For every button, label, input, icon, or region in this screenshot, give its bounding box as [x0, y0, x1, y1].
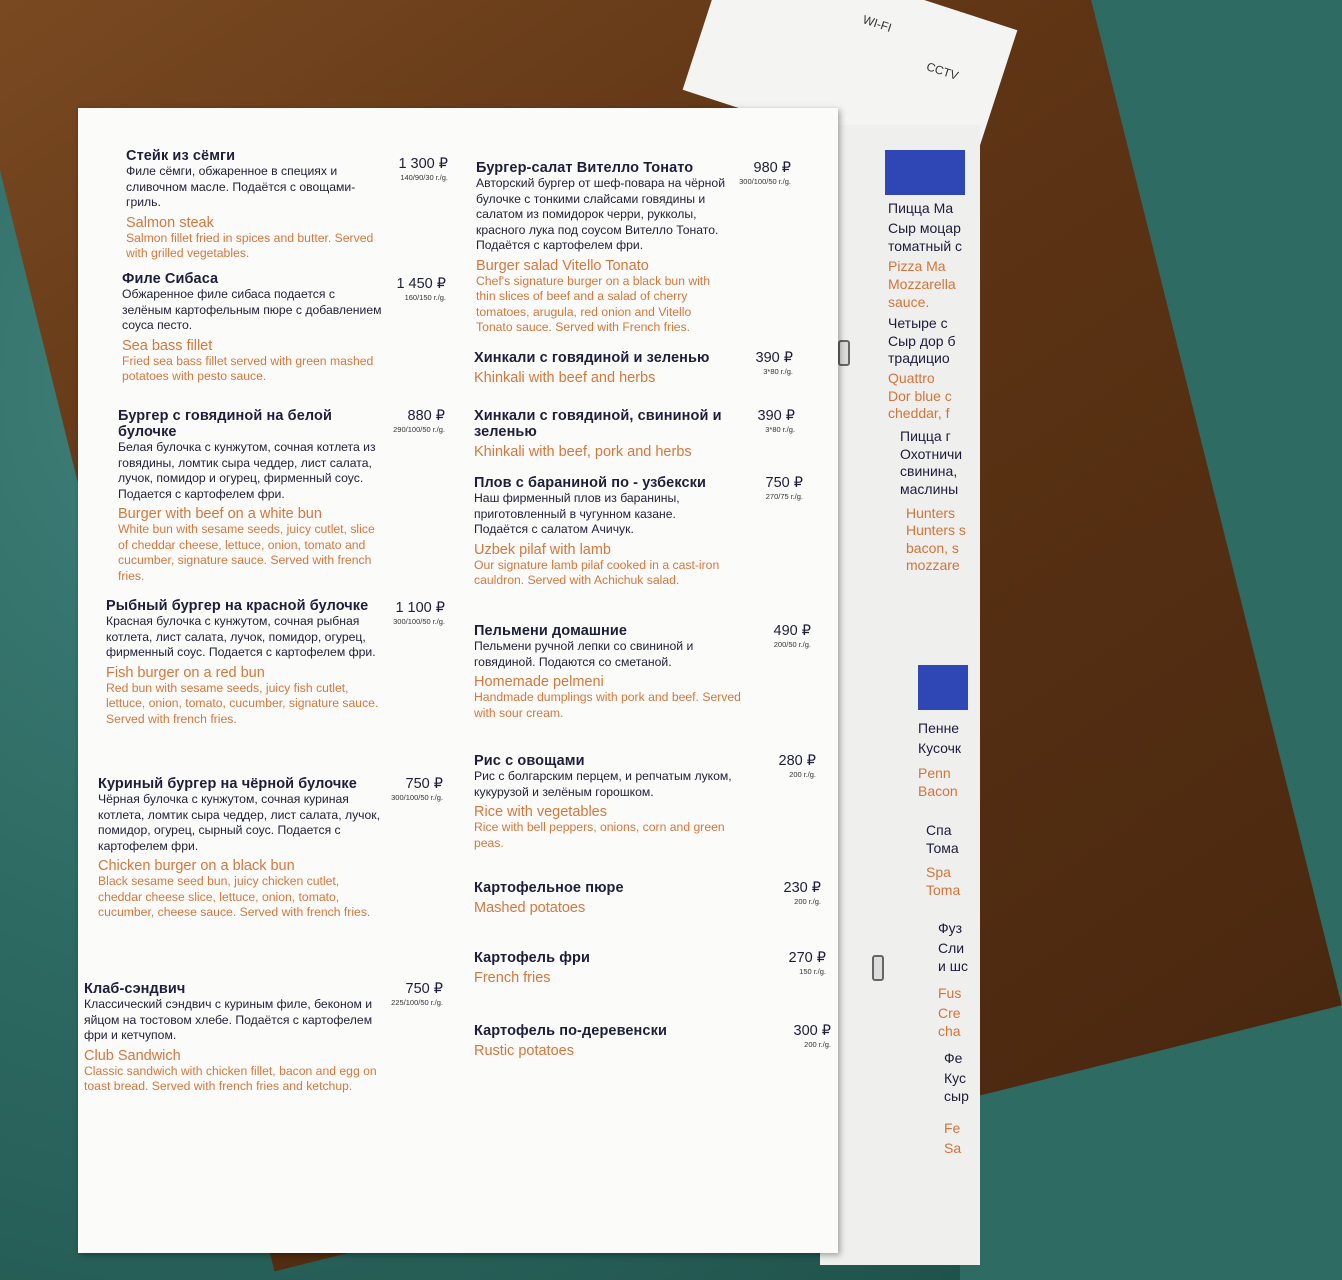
right-page-text: Спа	[926, 822, 952, 838]
right-page-text: mozzare	[906, 557, 960, 573]
right-page-text: Cre	[938, 1005, 961, 1021]
right-page-text: свинина,	[900, 463, 958, 479]
right-page-text: sauce.	[888, 294, 930, 310]
menu-item	[474, 623, 744, 721]
right-page-text: Фе	[944, 1050, 963, 1066]
item-name-en: Sea bass fillet	[122, 337, 213, 354]
item-price: 490 ₽	[773, 623, 811, 639]
menu-item	[118, 408, 388, 584]
right-page-text: Кус	[944, 1070, 966, 1086]
item-name-en: Rustic potatoes	[474, 1043, 574, 1059]
item-price: 300 ₽	[793, 1023, 831, 1039]
right-page-text: cha	[938, 1023, 961, 1039]
right-page-text: Кусочк	[918, 740, 962, 756]
right-page-header-block	[885, 150, 965, 195]
item-name-en: Rice with vegetables	[474, 804, 607, 820]
item-name-en: Homemade pelmeni	[474, 674, 604, 690]
cctv-label: CCTV	[924, 59, 961, 83]
right-page-text: Четыре с	[888, 315, 948, 331]
item-name-ru: Картофель фри	[474, 950, 590, 966]
item-price: 230 ₽	[783, 880, 821, 896]
right-page-text: Penn	[918, 765, 951, 781]
right-page-text: маслины	[900, 481, 959, 497]
item-weight: 200 г./g.	[794, 897, 821, 906]
item-desc-en: Black sesame seed bun, juicy chicken cutlet, cheddar cheese slice, lettuce, onion, tomato, cucumber, cheese sauce. Served with french fries.	[98, 874, 371, 919]
item-name-en: Salmon steak	[126, 214, 214, 231]
right-page-text: Охотничи	[900, 446, 963, 462]
menu-item	[474, 1023, 754, 1059]
item-desc-ru: Классический сэндвич с куриным филе, беконом и яйцом на тостовом хлебе. Подаётся с картофелем фри и кетчупом.	[84, 997, 373, 1042]
menu-item	[474, 350, 724, 386]
item-price: 280 ₽	[778, 753, 816, 769]
item-desc-en: Chef's signature burger on a black bun with thin slices of beef and a salad of cherry tomatoes, arugula, red onion and Vitello Tonato sauce. Served with French fries.	[476, 273, 711, 334]
item-name-en: Burger salad Vitello Tonato	[476, 257, 649, 274]
right-page-text: Pizza Ma	[888, 258, 946, 274]
item-desc-ru: Обжаренное филе сибаса подается с зелёным картофельным пюре с добавлением соуса песто.	[122, 287, 382, 332]
item-price: 750 ₽	[765, 475, 803, 491]
menu-page	[78, 108, 838, 1253]
item-desc-ru: Филе сёмги, обжаренное в специях и сливочном масле. Подаётся с овощами-гриль.	[126, 164, 356, 209]
right-page-text: Quattro	[888, 370, 935, 386]
right-page-text: Hunters	[906, 505, 956, 521]
right-page-text: Пицца Ма	[888, 200, 954, 216]
right-page-text: Fus	[938, 985, 962, 1001]
item-desc-en: Rice with bell peppers, onions, corn and green peas.	[474, 820, 725, 850]
item-desc-en: Handmade dumplings with pork and beef. Served with sour cream.	[474, 690, 741, 720]
right-page-text: Пенне	[918, 720, 960, 736]
item-name-en: Chicken burger on a black bun	[98, 858, 295, 874]
item-weight: 3*80 г./g.	[765, 425, 795, 434]
right-page-text: традицио	[888, 350, 950, 366]
menu-item	[122, 271, 387, 385]
right-page-text: Фуз	[938, 920, 963, 936]
item-name-ru: Хинкали с говядиной и зеленью	[474, 350, 710, 366]
right-page-text: Hunters s	[906, 522, 966, 538]
right-page-text: bacon, s	[906, 540, 959, 556]
item-price: 390 ₽	[757, 408, 795, 424]
item-name-ru: Картофельное пюре	[474, 880, 624, 896]
right-page-text: Toma	[926, 882, 961, 898]
right-page-text: Dor blue c	[888, 388, 952, 404]
right-page-text: Spa	[926, 864, 951, 880]
item-name-ru: Куриный бургер на чёрной булочке	[98, 776, 357, 792]
menu-item	[474, 880, 754, 916]
item-name-ru: Картофель по-деревенски	[474, 1023, 667, 1039]
item-price: 1 100 ₽	[395, 600, 445, 616]
item-weight: 290/100/50 г./g.	[393, 425, 445, 434]
right-page-text: cheddar, f	[888, 405, 950, 421]
item-name-en: Khinkali with beef and herbs	[474, 370, 656, 386]
item-desc-ru: Чёрная булочка с кунжутом, сочная куриная котлета, ломтик сыра чеддер, лист салата, лучок, помидор, огурец, сырный соус. Подается с картофелем фри.	[98, 792, 381, 853]
menu-item	[98, 776, 383, 921]
right-page-text: Sa	[944, 1140, 962, 1156]
item-price: 750 ₽	[405, 981, 443, 997]
right-page-text: и шс	[938, 958, 968, 974]
item-desc-ru: Пельмени ручной лепки со свининой и говядиной. Подаются со сметаной.	[474, 639, 694, 669]
right-page-text: Сли	[938, 940, 965, 956]
item-desc-en: Red bun with sesame seeds, juicy fish cutlet, lettuce, onion, tomato, cucumber, signature sauce. Served with french fries.	[106, 680, 379, 726]
item-desc-en: Salmon fillet fried in spices and butter. Served with grilled vegetables.	[126, 230, 374, 260]
right-page-text: Пицца г	[900, 428, 951, 444]
item-weight: 270/75 г./g.	[765, 492, 803, 501]
right-page-text: сыр	[944, 1088, 969, 1104]
item-name-ru: Плов с бараниной по - узбекски	[474, 475, 707, 491]
menu-item	[474, 475, 729, 589]
item-name-en: Burger with beef on a white bun	[118, 506, 322, 522]
item-price: 390 ₽	[755, 350, 793, 366]
item-desc-en: Classic sandwich with chicken fillet, bacon and egg on toast bread. Served with french fries and ketchup.	[84, 1063, 377, 1093]
item-weight: 150 г./g.	[799, 967, 826, 976]
menu-item	[474, 950, 754, 986]
menu-item	[474, 753, 754, 851]
item-desc-ru: Рис с болгарским перцем, и репчатым луком, кукурузой и зелёным горошком.	[474, 769, 732, 799]
right-page-text: Fe	[944, 1120, 961, 1136]
item-name-en: Khinkali with beef, pork and herbs	[474, 444, 692, 460]
item-weight: 200/50 г./g.	[773, 640, 811, 649]
item-weight: 300/100/50 г./g.	[393, 617, 445, 626]
right-page-text: Сыр дор б	[888, 333, 956, 349]
right-page-text: томатный с	[888, 238, 963, 254]
item-name-en: French fries	[474, 970, 551, 986]
wifi-label: WI-FI	[861, 12, 894, 35]
item-desc-en: White bun with sesame seeds, juicy cutlet, slice of cheddar cheese, lettuce, onion, tomato and cucumber, signature sauce. Served with french fries.	[118, 522, 375, 583]
item-name-ru: Стейк из сёмги	[126, 148, 236, 164]
right-page-text: Сыр моцар	[888, 220, 961, 236]
item-weight: 300/100/50 г./g.	[391, 793, 443, 802]
item-weight: 200 г./g.	[789, 770, 816, 779]
menu-item	[476, 160, 726, 336]
item-name-ru: Клаб-сэндвич	[84, 981, 186, 997]
item-desc-ru: Авторский бургер от шеф-повара на чёрной булочке с тонкими слайсами говядины и салатом из помидорок черри, рукколы, красного лука под соусом Вителло Тонато. Подаётся с картофелем фри.	[476, 176, 726, 252]
menu-item	[106, 598, 381, 727]
item-price: 1 450 ₽	[396, 276, 446, 292]
menu-item	[126, 148, 386, 262]
item-weight: 3*80 г./g.	[763, 367, 793, 376]
item-name-en: Club Sandwich	[84, 1047, 181, 1064]
item-name-en: Fish burger on a red bun	[106, 664, 265, 681]
item-name-en: Uzbek pilaf with lamb	[474, 541, 611, 558]
item-price: 270 ₽	[788, 950, 826, 966]
item-name-ru: Рис с овощами	[474, 753, 585, 769]
item-price: 1 300 ₽	[398, 156, 448, 172]
binder-ring	[838, 340, 850, 366]
item-name-en: Mashed potatoes	[474, 900, 586, 916]
item-desc-en: Fried sea bass fillet served with green mashed potatoes with pesto sauce.	[122, 353, 374, 383]
item-weight: 140/90/30 г./g.	[400, 173, 448, 182]
menu-item	[474, 408, 724, 460]
item-price: 880 ₽	[407, 408, 445, 424]
item-weight: 200 г./g.	[804, 1040, 831, 1049]
item-name-ru: Бургер-салат Вителло Тонато	[476, 160, 694, 176]
item-desc-ru: Белая булочка с кунжутом, сочная котлета из говядины, ломтик сыра чеддер, лист салата, лучок, помидор и огурец, фирменный соус. Подается с картофелем фри.	[118, 440, 376, 501]
item-desc-ru: Красная булочка с кунжутом, сочная рыбная котлета, лист салата, лучок, помидор, огурец, фирменный соус. Подается с картофелем фри.	[106, 614, 376, 659]
right-page-text: Тома	[926, 840, 959, 856]
item-weight: 300/100/50 г./g.	[739, 177, 791, 186]
item-name-ru: Хинкали с говядиной, свининой и зеленью	[474, 408, 722, 440]
item-desc-ru: Наш фирменный плов из баранины, приготовленный в чугунном казане. Подаётся с салатом Ачичук.	[474, 491, 680, 536]
item-name-ru: Бургер с говядиной на белой булочке	[118, 408, 332, 440]
right-page-text: Bacon	[918, 783, 958, 799]
binder-ring	[872, 955, 884, 981]
item-price: 980 ₽	[753, 160, 791, 176]
item-weight: 160/150 г./g.	[404, 293, 446, 302]
item-name-ru: Пельмени домашние	[474, 623, 628, 639]
item-weight: 225/100/50 г./g.	[391, 998, 443, 1007]
right-page-text: Mozzarella	[888, 276, 956, 292]
item-desc-en: Our signature lamb pilaf cooked in a cast-iron cauldron. Served with Achichuk salad.	[474, 557, 720, 587]
item-name-ru: Рыбный бургер на красной булочке	[106, 598, 369, 614]
right-page-header-block-2	[918, 665, 968, 710]
item-price: 750 ₽	[405, 776, 443, 792]
item-name-ru: Филе Сибаса	[122, 271, 219, 287]
menu-item	[84, 981, 379, 1095]
